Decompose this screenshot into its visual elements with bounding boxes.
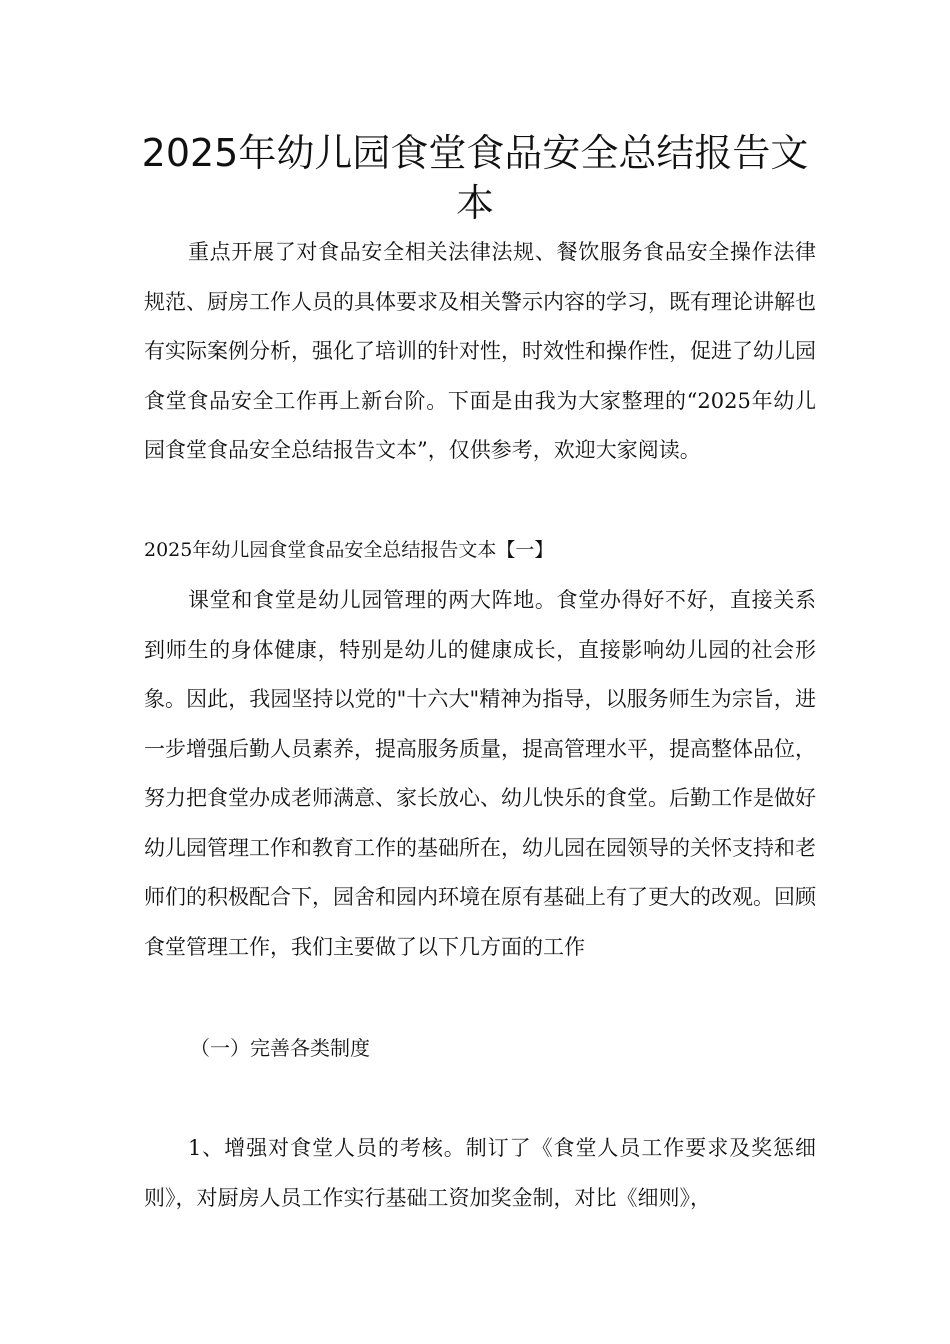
section-paragraph: 课堂和食堂是幼儿园管理的两大阵地。食堂办得好不好，直接关系到师生的身体健康，特别是幼儿的健康成长，直接影响幼儿园的社会形象。因此，我园坚持以党的"十六大"精神为指导，以服务师生为宗旨，进一步增强后勤人员素养，提高服务质量，提高管理水平，提高整体品位，努力把食堂办成老师满意、家长放心、幼儿快乐的食堂。后勤工作是做好幼儿园管理工作和教育工作的基础所在，幼儿园在园领导的关怀支持和老师们的积极配合下，园舍和园内环境在原有基础上有了更大的改观。回顾食堂管理工作，我们主要做了以下几方面的工作 bbox=[144, 588, 816, 959]
section-heading: 2025年幼儿园食堂食品安全总结报告文本【一】 bbox=[144, 539, 554, 561]
title-line-2: 本 bbox=[455, 181, 494, 225]
subsection-heading: （一）完善各类制度 bbox=[190, 1036, 370, 1060]
item-paragraph: 1、增强对食堂人员的考核。制订了《食堂人员工作要求及奖惩细则》，对厨房人员工作实行基础工资加奖金制，对比《细则》， bbox=[144, 1136, 816, 1210]
document-title bbox=[130, 128, 820, 228]
title-line-1: 2025年幼儿园食堂食品安全总结报告文 bbox=[141, 131, 809, 175]
intro-paragraph: 重点开展了对食品安全相关法律法规、餐饮服务食品安全操作法律规范、厨房工作人员的具体要求及相关警示内容的学习，既有理论讲解也有实际案例分析，强化了培训的针对性，时效性和操作性，促进了幼儿园食堂食品安全工作再上新台阶。下面是由我为大家整理的“2025年幼儿园食堂食品安全总结报告文本”，仅供参考，欢迎大家阅读。 bbox=[144, 240, 816, 462]
